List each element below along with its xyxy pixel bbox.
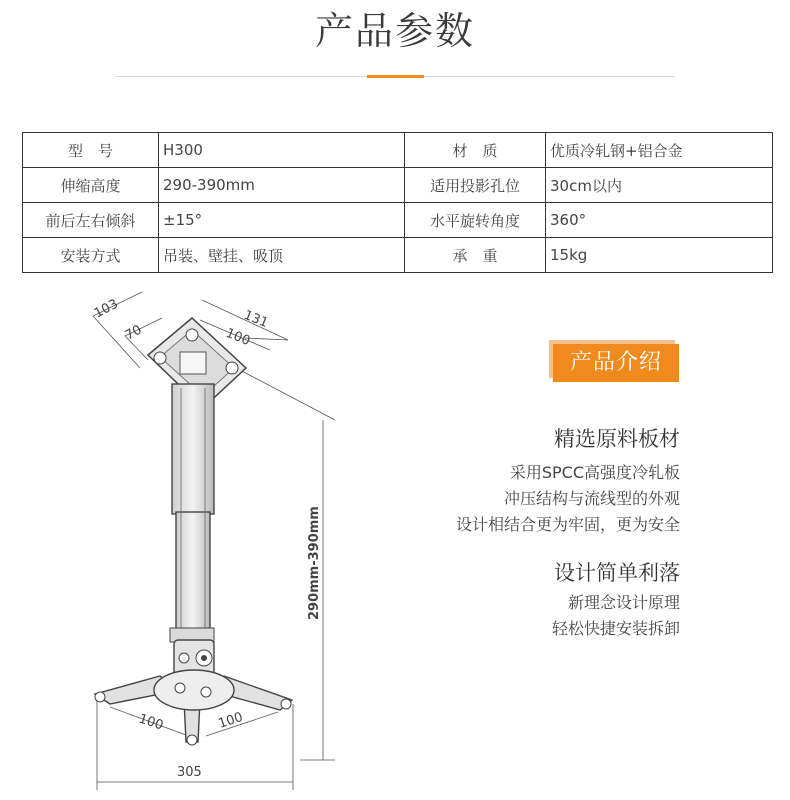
intro-section-design: [552, 558, 680, 642]
telescopic-pole: [170, 384, 214, 642]
dim-arm-right: 100: [216, 709, 245, 732]
spec-table: [22, 132, 773, 273]
table-row: [23, 203, 773, 238]
product-technical-drawing: [0, 285, 500, 800]
spec-value: 290-390mm: [159, 168, 405, 203]
section-line: 轻松快捷安装拆卸: [551, 619, 680, 638]
spec-label: 前后左右倾斜: [23, 203, 159, 238]
dim-top-103: 103: [91, 296, 121, 322]
dim-height: 290mm-390mm: [307, 506, 322, 620]
spec-value: 优质冷轧钢+铝合金: [546, 133, 773, 168]
spec-value: H300: [159, 133, 405, 168]
spec-label: 承 重: [405, 238, 546, 273]
spec-label: 水平旋转角度: [405, 203, 546, 238]
section-line: 冲压结构与流线型的外观: [503, 489, 680, 508]
spec-value: ±15°: [159, 203, 405, 238]
spec-label: 型 号: [23, 133, 159, 168]
spec-value: 吊装、壁挂、吸顶: [159, 238, 405, 273]
spec-value: 360°: [546, 203, 773, 238]
dim-top-100: 100: [223, 325, 253, 350]
spec-value: 30cm以内: [546, 168, 773, 203]
section-line: 新理念设计原理: [567, 593, 680, 612]
table-row: [23, 168, 773, 203]
dim-top-131: 131: [241, 307, 271, 332]
section-heading: 设计简单利落: [554, 561, 680, 585]
page-title: 产品参数: [314, 9, 475, 53]
section-line: 采用SPCC高强度冷轧板: [509, 463, 680, 482]
section-line: 设计相结合更为牢固，更为安全: [455, 515, 680, 534]
spec-label: 适用投影孔位: [405, 168, 546, 203]
intro-section-materials: [456, 424, 680, 538]
spider-base: [95, 670, 292, 745]
spec-label: 材 质: [405, 133, 546, 168]
table-row: [23, 133, 773, 168]
dim-base-width: 305: [177, 765, 202, 780]
spec-value: 15kg: [546, 238, 773, 273]
dim-arm-left: 100: [136, 711, 166, 734]
intro-badge: 产品介绍: [553, 344, 679, 382]
spec-label: 安装方式: [23, 238, 159, 273]
title-accent-bar: [367, 75, 424, 78]
table-row: [23, 238, 773, 273]
section-heading: 精选原料板材: [554, 427, 680, 451]
spec-label: 伸缩高度: [23, 168, 159, 203]
dim-top-70: 70: [122, 322, 145, 344]
